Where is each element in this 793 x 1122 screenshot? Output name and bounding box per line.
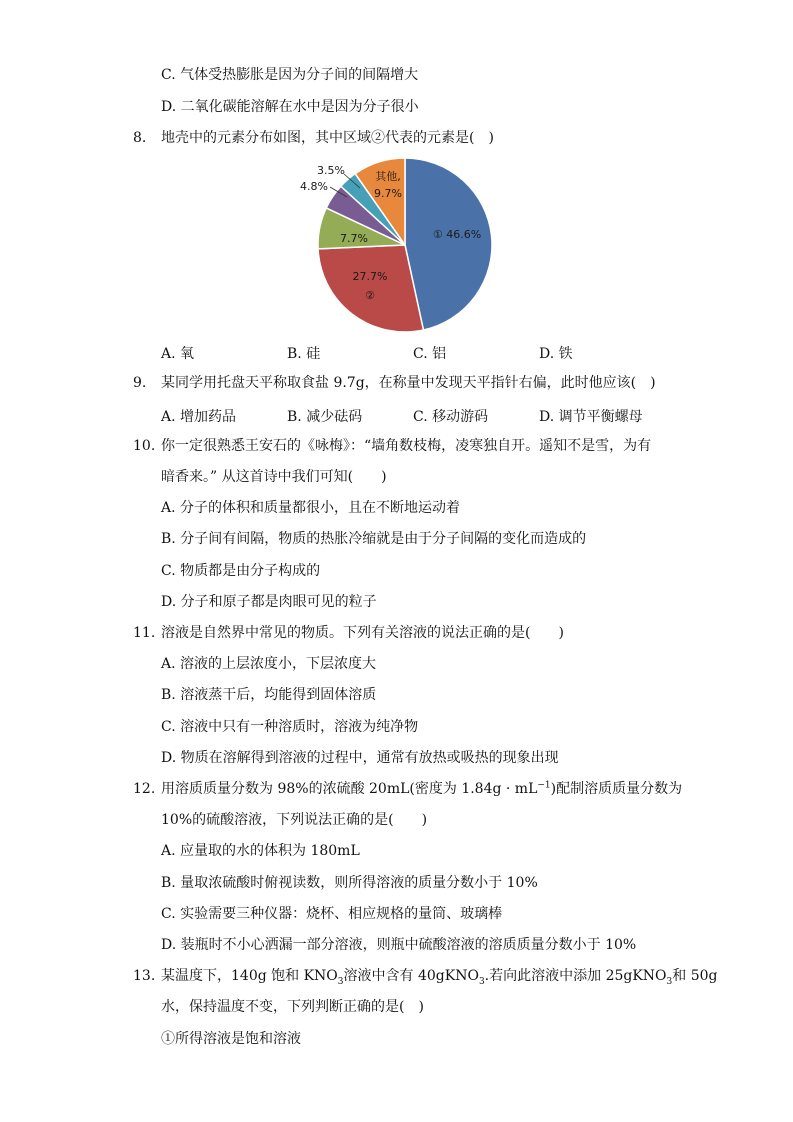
q12-option-c: C. 实验需要三种仪器：烧杯、相应规格的量筒、玻璃棒: [161, 906, 503, 922]
pie-label-4: 4.8%: [300, 180, 328, 193]
q11-stem: 溶液是自然界中常见的物质。下列有关溶液的说法正确的是( ): [161, 625, 564, 641]
q8-number: 8.: [133, 130, 147, 146]
q8-option-c: C. 铝: [413, 346, 447, 362]
q12-stem-line2: 10%的硫酸溶液，下列说法正确的是( ): [161, 812, 428, 828]
pie-slices: [318, 158, 492, 332]
q10-option-c: C. 物质都是由分子构成的: [161, 563, 321, 579]
pie-label-2-value: 27.7%: [352, 270, 388, 283]
q11-option-c: C. 溶液中只有一种溶质时，溶液为纯净物: [161, 719, 419, 735]
q9-option-b: B. 减少砝码: [287, 409, 363, 425]
pie-label-2-marker: ②: [365, 289, 375, 302]
q12-option-b: B. 量取浓硫酸时俯视读数，则所得溶液的质量分数小于 10%: [161, 875, 538, 891]
q13-stem-line1: 某温度下，140g 饱和 $KNO_3$溶液中含有 40gKNO$_3$.若向此溶液中添加 25gKNO$_3$和 50g: [161, 968, 718, 987]
q11-number: 11.: [133, 625, 156, 641]
q11-option-a: A. 溶液的上层浓度小，下层浓度大: [161, 656, 377, 672]
q9-option-a: A. 增加药品: [161, 409, 237, 425]
q10-option-b: B. 分子间有间隔，物质的热胀冷缩就是由于分子间隔的变化而造成的: [161, 531, 587, 547]
q13-stem-line2: 水，保持温度不变，下列判断正确的是( ): [161, 999, 424, 1015]
q12-number: 12.: [133, 781, 156, 797]
pie-label-6-value: 9.7%: [374, 187, 402, 200]
q12-stem-line1: 用溶质质量分数为 98%的浓硫酸 20mL(密度为 $1.84g \cdot mL^{-1}$)配制溶质质量分数为: [161, 780, 683, 797]
q13-number: 13.: [133, 968, 156, 984]
q8-stem: 地壳中的元素分布如图，其中区域②代表的元素是( ): [161, 130, 494, 146]
q12-option-a: A. 应量取的水的体积为 180mL: [161, 843, 360, 859]
q9-option-c: C. 移动游码: [413, 409, 489, 425]
q9-option-d: D. 调节平衡螺母: [539, 409, 643, 425]
q10-stem-line2: 暗香来。” 从这首诗中我们可知( ): [161, 469, 387, 485]
q12-option-d: D. 装瓶时不小心洒漏一部分溶液，则瓶中硫酸溶液的溶质质量分数小于 10%: [161, 937, 637, 953]
pie-label-6-name: 其他,: [375, 170, 401, 183]
q10-number: 10.: [133, 438, 156, 454]
q11-option-d: D. 物质在溶解得到溶液的过程中，通常有放热或吸热的现象出现: [161, 750, 559, 766]
q7-option-d: D. 二氧化碳能溶解在水中是因为分子很小: [161, 99, 419, 115]
pie-label-1: ① 46.6%: [432, 228, 482, 241]
q7-option-c: C. 气体受热膨胀是因为分子间的间隔增大: [161, 67, 419, 83]
q8-option-b: B. 硅: [287, 346, 321, 362]
pie-label-3: 7.7%: [340, 232, 368, 245]
q10-option-a: A. 分子的体积和质量都很小，且在不断地运动着: [161, 500, 461, 516]
crust-element-pie-chart: [300, 152, 510, 342]
q10-stem-line1: 你一定很熟悉王安石的《咏梅》：“墙角数枝梅，凌寒独自开。遥知不是雪，为有: [161, 438, 652, 454]
pie-label-5: 3.5%: [317, 164, 345, 177]
q11-option-b: B. 溶液蒸干后，均能得到固体溶质: [161, 687, 377, 703]
q8-option-d: D. 铁: [539, 346, 573, 362]
q10-option-d: D. 分子和原子都是肉眼可见的粒子: [161, 594, 377, 610]
q9-stem: 某同学用托盘天平称取食盐 9.7g，在称量中发现天平指针右偏，此时他应该( ): [161, 375, 656, 391]
q13-statement-1: ①所得溶液是饱和溶液: [161, 1031, 301, 1047]
q9-number: 9.: [133, 375, 147, 391]
q8-option-a: A. 氧: [161, 346, 195, 362]
